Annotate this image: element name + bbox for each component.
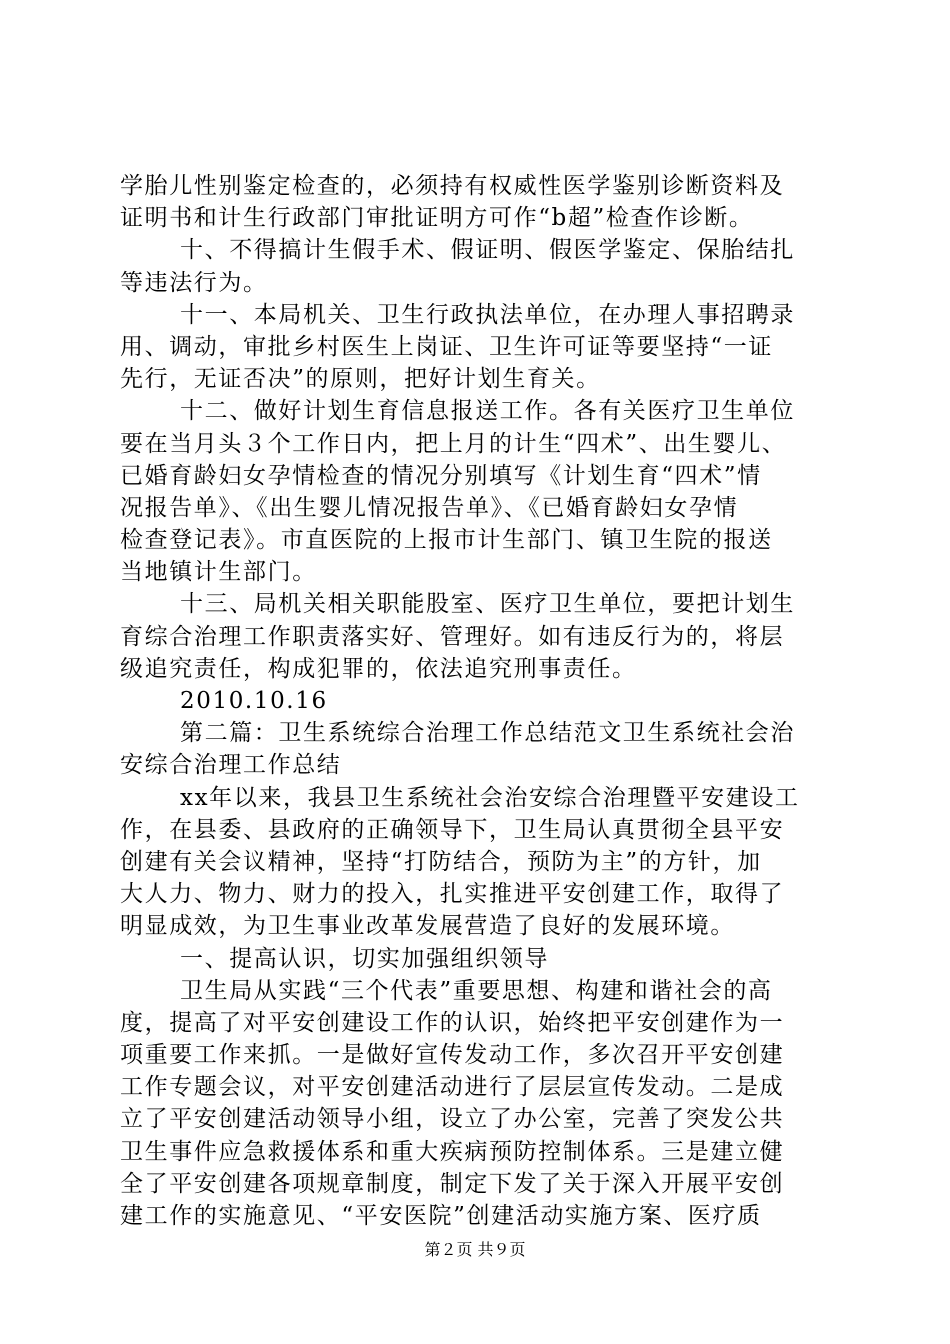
text-line: 十、不得搞计生假手术、假证明、假医学鉴定、保胎结扎 [180, 237, 795, 264]
text-line: 检查登记表》。市直医院的上报市计生部门、镇卫生院的报送 [120, 527, 773, 554]
text-line: 第二篇：卫生系统综合治理工作总结范文卫生系统社会治 [180, 720, 795, 747]
text-line: 当地镇计生部门。 [120, 559, 317, 586]
text-line: 明显成效，为卫生事业改革发展营造了良好的发展环境。 [120, 913, 735, 940]
text-line: 级追究责任，构成犯罪的，依法追究刑事责任。 [120, 655, 637, 682]
text-line: 十二、做好计划生育信息报送工作。各有关医疗卫生单位 [180, 398, 795, 425]
text-line: 项重要工作来抓。一是做好宣传发动工作，多次召开平安创建 [120, 1042, 785, 1069]
text-line: 度，提高了对平安创建设工作的认识，始终把平安创建作为一 [120, 1009, 785, 1036]
text-line: 先行，无证否决”的原则，把好计划生育关。 [120, 366, 601, 393]
text-line: 立了平安创建活动领导小组，设立了办公室，完善了突发公共 [120, 1106, 785, 1133]
text-line: 工作专题会议，对平安创建活动进行了层层宣传发动。二是成 [120, 1074, 785, 1101]
text-line: 况报告单》、《出生婴儿情况报告单》、《已婚育龄妇女孕情 [120, 494, 739, 521]
text-line: 用、调动，审批乡村医生上岗证、卫生许可证等要坚持“一证 [120, 333, 773, 360]
document-body [120, 170, 832, 1232]
text-line: 大人力、物力、财力的投入，扎实推进平安创建工作，取得了 [120, 881, 785, 908]
text-line: 创建有关会议精神，坚持“打防结合，预防为主”的方针，加 [120, 848, 762, 875]
text-line: 建工作的实施意见、“平安医院”创建活动实施方案、医疗质 [120, 1203, 762, 1229]
text-line: 2010.10.16 [180, 688, 328, 714]
text-line: 等违法行为。 [120, 269, 268, 296]
text-line: 一、提高认识，切实加强组织领导 [180, 945, 549, 972]
text-line: 已婚育龄妇女孕情检查的情况分别填写《计划生育“四术”情 [120, 462, 762, 489]
text-line: 安综合治理工作总结 [120, 752, 342, 779]
text-line: 卫生局从实践“三个代表”重要思想、构建和谐社会的高 [180, 977, 773, 1004]
text-line: 证明书和计生行政部门审批证明方可作“b超”检查作诊断。 [120, 205, 754, 232]
text-line: 卫生事件应急救援体系和重大疾病预防控制体系。三是建立健 [120, 1138, 785, 1165]
text-line: 育综合治理工作职责落实好、管理好。如有违反行为的，将层 [120, 623, 785, 650]
text-line: xx年以来，我县卫生系统社会治安综合治理暨平安建设工 [180, 784, 800, 811]
page-footer: 第２页 共９页 [424, 1240, 526, 1259]
text-line: 十三、局机关相关职能股室、医疗卫生单位，要把计划生 [180, 591, 795, 618]
text-line: 要在当月头３个工作日内，把上月的计生“四术”、出生婴儿、 [120, 430, 787, 457]
text-line: 十一、本局机关、卫生行政执法单位，在办理人事招聘录 [180, 301, 795, 328]
text-line: 作，在县委、县政府的正确领导下，卫生局认真贯彻全县平安 [120, 816, 785, 843]
text-line: 学胎儿性别鉴定检查的，必须持有权威性医学鉴别诊断资料及 [120, 173, 785, 199]
text-line: 全了平安创建各项规章制度，制定下发了关于深入开展平安创 [120, 1170, 785, 1197]
